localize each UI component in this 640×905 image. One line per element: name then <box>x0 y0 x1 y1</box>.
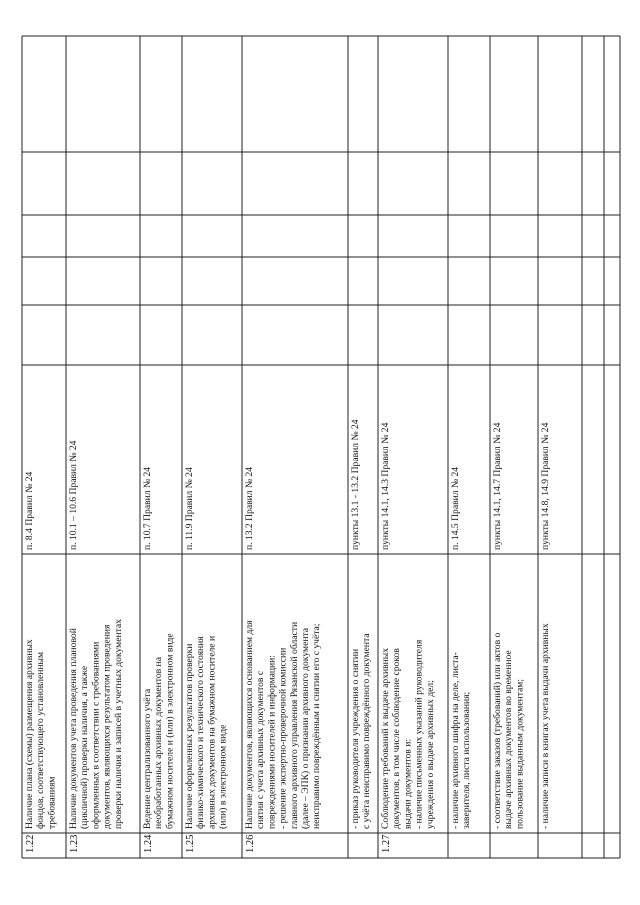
requirement-line: архивных документов на бумажном носителе и <box>206 635 218 829</box>
requirement-line: с учёта неисправимо повреждённого документа <box>361 633 373 829</box>
requirement-line: учреждения о выдаче архивных дел; <box>424 680 436 829</box>
reference-text: п. 10.7 Правил № 24 <box>142 466 153 550</box>
requirement-line: - приказ руководителя учреждения о снятии <box>350 648 361 829</box>
requirement-line: физико-химического и технического состояния <box>195 636 207 829</box>
requirement-line: - наличие записи в книгах учета выдачи архивных <box>540 623 551 829</box>
requirement-line: - решение экспертно-проверочной комиссии <box>277 647 289 829</box>
requirement-line: требованиям <box>46 776 58 829</box>
requirement-line: - соответствие заказов (требований) или актов о <box>492 632 503 829</box>
requirement-line: оформленных в соответствии с требованиями <box>90 641 102 829</box>
requirement-line: заверителя, листа использования; <box>461 691 473 829</box>
reference-text: п. 10.1 – 10.6 Правил № 24 <box>68 440 79 550</box>
requirement-line: Наличие оформленных результатов проверки <box>184 643 195 829</box>
requirement-line: - наличие письменных указаний руководителя <box>413 639 425 829</box>
requirement-line: фондов, соответствующего установленным <box>35 651 47 829</box>
requirement-line: повреждениями носителей и информации: <box>266 655 278 829</box>
requirement-line: Наличие документов, являющихся основанием для <box>244 620 255 829</box>
requirement-line: выдачи документов и: <box>402 738 414 829</box>
reference-text: п. 13.2 Правил № 24 <box>244 466 255 550</box>
row-number: 1.27 <box>381 834 392 853</box>
requirement-line: Соблюдение требований к выдаче архивных <box>380 647 391 829</box>
row-number: 1.25 <box>185 834 196 853</box>
reference-text: пункты 14.8, 14.9 Правил № 24 <box>540 422 551 550</box>
requirement-line: - наличие архивного шифра на деле, листа- <box>450 652 461 829</box>
reference-text: пункты 14.1, 14.3 Правил № 24 <box>380 422 391 550</box>
requirement-line: снятия с учета архивных документов с <box>255 670 267 829</box>
row-number: 1.22 <box>25 834 36 853</box>
reference-text: пункты 14.1, 14.7 Правил № 24 <box>492 422 503 550</box>
requirement-line: бумажном носителе и (или) в электронном виде <box>164 633 176 829</box>
reference-text: пункты 13.1 - 13.2 Правил № 24 <box>350 419 361 550</box>
requirement-line: Ведение централизованного учёта <box>142 688 153 829</box>
requirement-line: (или) в электронном виде <box>217 724 229 829</box>
requirement-line: неисправимо повреждённым и снятии его с учёта; <box>311 623 323 829</box>
requirement-line: (цикличной) проверки наличия, а также <box>79 665 91 829</box>
requirement-line: пользование выданным документам; <box>514 678 526 829</box>
requirement-line: необработанных архивных документов на <box>153 657 165 829</box>
requirement-line: документов, в том числе соблюдение сроков <box>391 648 403 829</box>
requirement-line: документов, являющихся результатом проведения <box>101 624 113 829</box>
row-number: 1.26 <box>245 834 256 853</box>
requirement-line: главного архивного управления Рязанской области <box>288 621 300 829</box>
row-number: 1.24 <box>143 834 154 853</box>
requirement-line: проверки наличия и записей в учетных документах <box>112 619 124 829</box>
requirement-line: (далее – ЭПК) о признании архивного документа <box>300 627 311 829</box>
reference-text: п. 11.9 Правил № 24 <box>184 467 195 550</box>
requirement-line: Наличие документов учета проведения плановой <box>68 628 79 829</box>
reference-text: п. 14.5 Правил № 24 <box>450 466 461 550</box>
reference-text: п. 8.4 Правил № 24 <box>24 471 35 550</box>
requirement-line: Наличие плана (схемы) размещения архивных <box>24 639 35 829</box>
row-number: 1.23 <box>69 834 80 853</box>
requirement-line: выдаче архивных документов во временное <box>503 650 515 829</box>
